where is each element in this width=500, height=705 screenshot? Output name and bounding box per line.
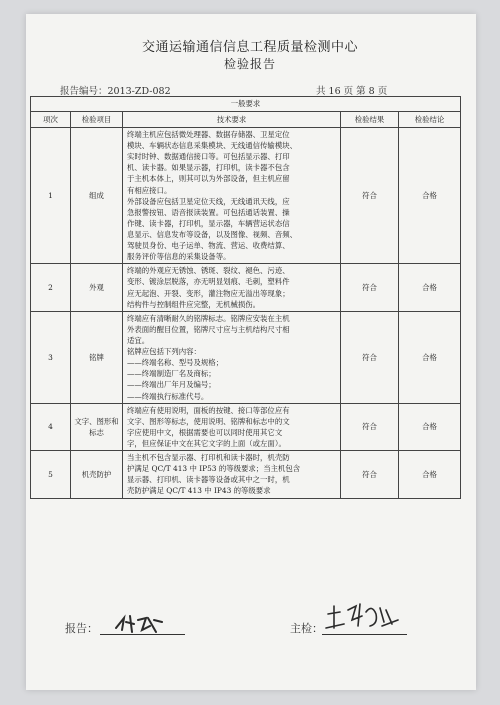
- technical-requirement: [123, 264, 341, 311]
- requirement-line: ——终端出厂年月及编号；: [127, 380, 216, 390]
- column-header: 项次: [31, 112, 71, 128]
- requirement-line: 壳防护满足 QC/T 413 中 IP43 的等级要求: [127, 486, 271, 496]
- requirement-line: 外表面的醒目位置，铭牌尺寸应与主机结构尺寸相: [127, 324, 290, 334]
- inspection-conclusion: 合格: [399, 403, 461, 450]
- table-row: [31, 264, 461, 311]
- requirement-line: 作键、读卡器，打印机，显示器，车辆营运状态信: [127, 218, 290, 228]
- requirement-line: 模块、车辆状态信息采集模块、无线通信传输模块、: [127, 141, 297, 151]
- reviewer-label: 主检：: [290, 622, 323, 635]
- org-title: 交通运输通信信息工程质量检测中心: [141, 40, 358, 55]
- inspection-item: 外观: [71, 264, 123, 311]
- row-number: 2: [31, 264, 71, 311]
- reviewer-signature: [322, 600, 402, 634]
- report-label: 报告：: [65, 622, 98, 635]
- table-row: [31, 451, 461, 498]
- requirement-line: 文字、图形等标志，使用说明、铭牌和标志中的文: [127, 416, 290, 426]
- inspection-result: 符合: [341, 451, 399, 498]
- technical-requirement: [123, 451, 341, 498]
- page-count: 共 16 页 第 8 页: [316, 86, 388, 97]
- inspection-item: 组成: [71, 128, 123, 264]
- requirement-line: 终端应有清晰耐久的铭牌标志。铭牌应安装在主机: [127, 313, 290, 323]
- requirement-line: ——终端制造厂名及商标；: [127, 369, 216, 379]
- table-row: [31, 311, 461, 403]
- requirement-line: 结构件与控制组件应完整，无机械损伤。: [127, 299, 261, 309]
- requirement-line: 铭牌应包括下列内容：: [127, 347, 201, 357]
- category-row: [31, 97, 461, 112]
- requirement-line: 服务评价等信息的采集设备等。: [127, 252, 231, 262]
- technical-requirement: [123, 311, 341, 403]
- inspection-conclusion: 合格: [399, 128, 461, 264]
- requirement-line: 驾驶员身份、电子运单、物流、营运、收费结算、: [127, 241, 290, 251]
- requirement-line: 当主机不包含显示器、打印机和读卡器时，机壳防: [127, 453, 290, 463]
- requirement-line: 终端应有使用说明，面板的按键、接口等部位应有: [127, 405, 290, 415]
- technical-requirement: [123, 128, 341, 264]
- requirement-line: 息显示、信息发布等设备，以及图像、视频、音频、: [127, 229, 297, 239]
- requirement-line: 变形、镀涂层脱落，亦无明显划痕、毛刺，塑料件: [127, 277, 290, 287]
- inspection-conclusion: 合格: [399, 311, 461, 403]
- inspection-result: 符合: [341, 264, 399, 311]
- requirement-line: 实时时钟、数据通信接口等。可包括显示器、打印: [127, 152, 290, 162]
- inspection-item: 铭牌: [71, 311, 123, 403]
- table-header: [31, 112, 461, 128]
- row-number: 4: [31, 403, 71, 450]
- row-number: 1: [31, 128, 71, 264]
- requirement-line: 字，但应保证中文在其它文字的上面（或左面）。: [127, 438, 286, 448]
- column-header: 检验项目: [71, 112, 123, 128]
- requirement-line: 有相应接口。: [127, 185, 172, 195]
- row-number: 3: [31, 311, 71, 403]
- requirement-line: ——终端名称、型号及规格；: [127, 358, 224, 368]
- table-row: [31, 403, 461, 450]
- technical-requirement: [123, 403, 341, 450]
- report-signature: [112, 612, 172, 636]
- column-header: 检验结果: [341, 112, 399, 128]
- requirement-line: 护满足 QC/T 413 中 IP53 的等级要求；当主机包含: [127, 464, 301, 474]
- category-cell: 一般要求: [31, 97, 461, 112]
- inspection-result: 符合: [341, 311, 399, 403]
- inspection-item: 机壳防护: [71, 451, 123, 498]
- requirement-line: 适宜。: [127, 335, 150, 345]
- reviewer-signature-line: [322, 634, 407, 635]
- requirement-line: 应无起泡、开裂、变形，灌注物应无溢出等现象；: [127, 288, 290, 298]
- inspection-conclusion: 合格: [399, 451, 461, 498]
- requirement-line: 终端的外观应无锈蚀、锈斑、裂纹、褪色、污迹、: [127, 266, 290, 276]
- column-header: 检验结论: [399, 112, 461, 128]
- requirement-line: 于主机本体上，则其可以为外部设备，但主机应留: [127, 174, 290, 184]
- requirement-line: ——终端执行标准代号。: [127, 391, 209, 401]
- report-title: 检验报告: [223, 57, 276, 71]
- table-row: [31, 128, 461, 264]
- requirement-line: 外部设备应包括卫星定位天线，无线通讯天线，应: [127, 196, 290, 206]
- report-number: 报告编号：2013-ZD-082: [60, 86, 171, 97]
- requirement-line: 机、读卡器。如果显示器，打印机，读卡器不包含: [127, 163, 290, 173]
- inspection-conclusion: 合格: [399, 264, 461, 311]
- requirement-line: 急报警按钮、语音报读装置。可包括通话装置、操: [127, 207, 290, 217]
- inspection-result: 符合: [341, 128, 399, 264]
- column-header: 技术要求: [123, 112, 341, 128]
- requirement-line: 终端主机应包括微处理器、数据存储器、卫星定位: [127, 130, 290, 139]
- inspection-item: 文字、图形和标志: [71, 403, 123, 450]
- requirement-line: 显示器、打印机、读卡器等设备或其中之一时，机: [127, 475, 290, 485]
- inspection-result: 符合: [341, 403, 399, 450]
- inspection-table: [30, 96, 461, 499]
- requirement-line: 字应使用中文，根据需要也可以同时使用其它文: [127, 427, 283, 437]
- row-number: 5: [31, 451, 71, 498]
